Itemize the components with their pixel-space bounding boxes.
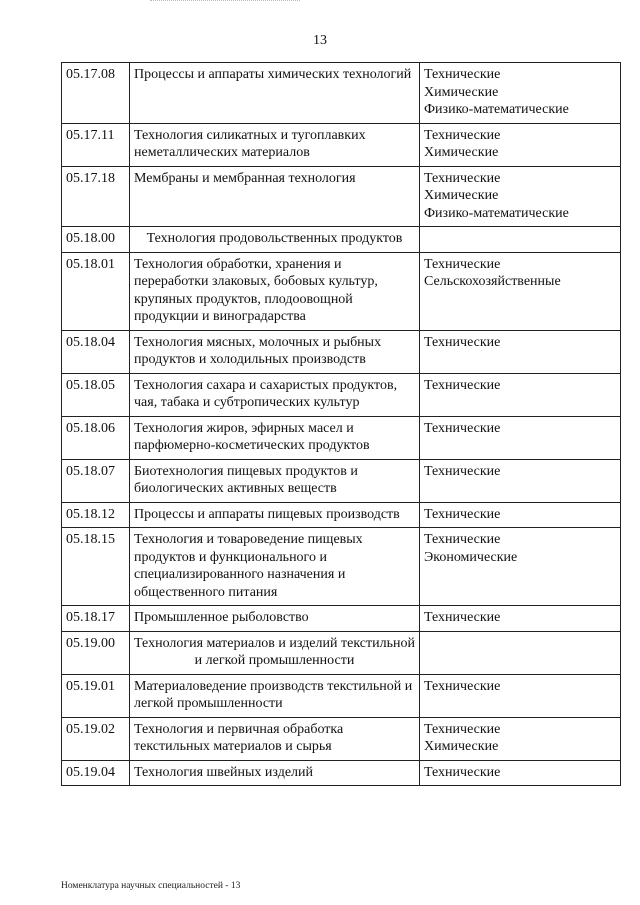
specialties-table-body <box>62 63 621 786</box>
science-fields <box>420 502 621 528</box>
science-fields <box>420 631 621 674</box>
specialty-name: Технология и первичная обработка текстильных материалов и сырья <box>130 717 420 760</box>
table-row <box>62 674 621 717</box>
science-field: Технические <box>424 377 501 393</box>
specialty-name: Промышленное рыболовство <box>130 606 420 632</box>
table-row <box>62 760 621 786</box>
science-field: Химические <box>424 188 499 203</box>
table-row <box>62 330 621 373</box>
specialty-code: 05.17.11 <box>62 123 130 166</box>
specialty-group-name: Технология продовольственных продуктов <box>130 227 420 253</box>
scan-artifact <box>150 0 300 3</box>
specialty-code: 05.18.01 <box>62 252 130 330</box>
science-fields <box>420 330 621 373</box>
specialty-name: Технология обработки, хранения и переработки злаковых, бобовых культур, крупяных продуктов, плодоовощной продукции и виноградарства <box>130 252 420 330</box>
table-row <box>62 606 621 632</box>
science-fields <box>420 717 621 760</box>
specialty-code: 05.18.00 <box>62 227 130 253</box>
science-field: Технические <box>424 127 501 143</box>
science-field: Технические <box>424 532 501 547</box>
table-group-row <box>62 227 621 253</box>
table-group-row <box>62 631 621 674</box>
specialty-code: 05.18.12 <box>62 502 130 528</box>
science-field: Технические <box>424 256 501 272</box>
science-field: Химические <box>424 145 499 160</box>
science-fields <box>420 674 621 717</box>
specialty-code: 05.17.18 <box>62 166 130 227</box>
science-field: Физико-математические <box>424 102 569 117</box>
science-fields <box>420 123 621 166</box>
specialty-name: Технология и товароведение пищевых продуктов и функционального и специализированного назначения и общественного питания <box>130 528 420 606</box>
science-field: Технические <box>424 170 501 186</box>
specialty-name: Биотехнология пищевых продуктов и биологических активных веществ <box>130 459 420 502</box>
page-number: 13 <box>313 33 327 48</box>
science-field: Экономические <box>424 549 518 565</box>
science-field: Технические <box>424 610 501 625</box>
science-field: Технические <box>424 764 501 780</box>
specialty-name: Материаловедение производств текстильной и легкой промышленности <box>130 674 420 717</box>
science-fields <box>420 606 621 632</box>
specialty-code: 05.18.15 <box>62 528 130 606</box>
science-fields <box>420 416 621 459</box>
science-field: Технические <box>424 678 501 694</box>
specialty-name: Технология сахара и сахаристых продуктов, чая, табака и субтропических культур <box>130 373 420 416</box>
science-fields <box>420 459 621 502</box>
specialty-code: 05.19.00 <box>62 631 130 674</box>
specialty-code: 05.19.02 <box>62 717 130 760</box>
science-field: Химические <box>424 739 499 754</box>
table-row <box>62 373 621 416</box>
science-fields <box>420 528 621 606</box>
science-fields <box>420 227 621 253</box>
specialty-code: 05.19.04 <box>62 760 130 786</box>
specialty-code: 05.19.01 <box>62 674 130 717</box>
specialty-code: 05.18.06 <box>62 416 130 459</box>
science-field: Технические <box>424 506 501 522</box>
science-field: Технические <box>424 67 501 82</box>
specialty-name: Процессы и аппараты химических технологий <box>130 63 420 124</box>
table-row <box>62 717 621 760</box>
science-fields <box>420 373 621 416</box>
table-row <box>62 63 621 124</box>
science-fields <box>420 252 621 330</box>
specialties-table <box>61 62 621 786</box>
table-row <box>62 416 621 459</box>
specialty-code: 05.18.05 <box>62 373 130 416</box>
specialty-code: 05.18.17 <box>62 606 130 632</box>
science-field: Химические <box>424 84 499 100</box>
specialty-name: Технология силикатных и тугоплавких неметаллических материалов <box>130 123 420 166</box>
table-row <box>62 459 621 502</box>
specialty-code: 05.18.04 <box>62 330 130 373</box>
science-fields <box>420 166 621 227</box>
table-row <box>62 252 621 330</box>
footer-text: Номенклатура научных специальностей - 13 <box>61 881 241 891</box>
science-field: Технические <box>424 420 501 436</box>
science-fields <box>420 760 621 786</box>
specialty-name: Мембраны и мембранная технология <box>130 166 420 227</box>
science-field: Физико-математические <box>424 205 569 221</box>
table-row <box>62 502 621 528</box>
table-row <box>62 123 621 166</box>
science-field: Технические <box>424 721 501 737</box>
table-row <box>62 528 621 606</box>
specialty-name: Технология жиров, эфирных масел и парфюмерно-косметических продуктов <box>130 416 420 459</box>
specialty-code: 05.17.08 <box>62 63 130 124</box>
table-row <box>62 166 621 227</box>
specialty-name: Технология мясных, молочных и рыбных продуктов и холодильных производств <box>130 330 420 373</box>
science-field: Технические <box>424 463 501 479</box>
specialty-code: 05.18.07 <box>62 459 130 502</box>
specialty-name: Процессы и аппараты пищевых производств <box>130 502 420 528</box>
science-fields <box>420 63 621 124</box>
science-field: Технические <box>424 334 501 350</box>
science-field: Сельскохозяйственные <box>424 274 561 289</box>
specialty-group-name: Технология материалов и изделий текстильной и легкой промышленности <box>130 631 420 674</box>
specialty-name: Технология швейных изделий <box>130 760 420 786</box>
